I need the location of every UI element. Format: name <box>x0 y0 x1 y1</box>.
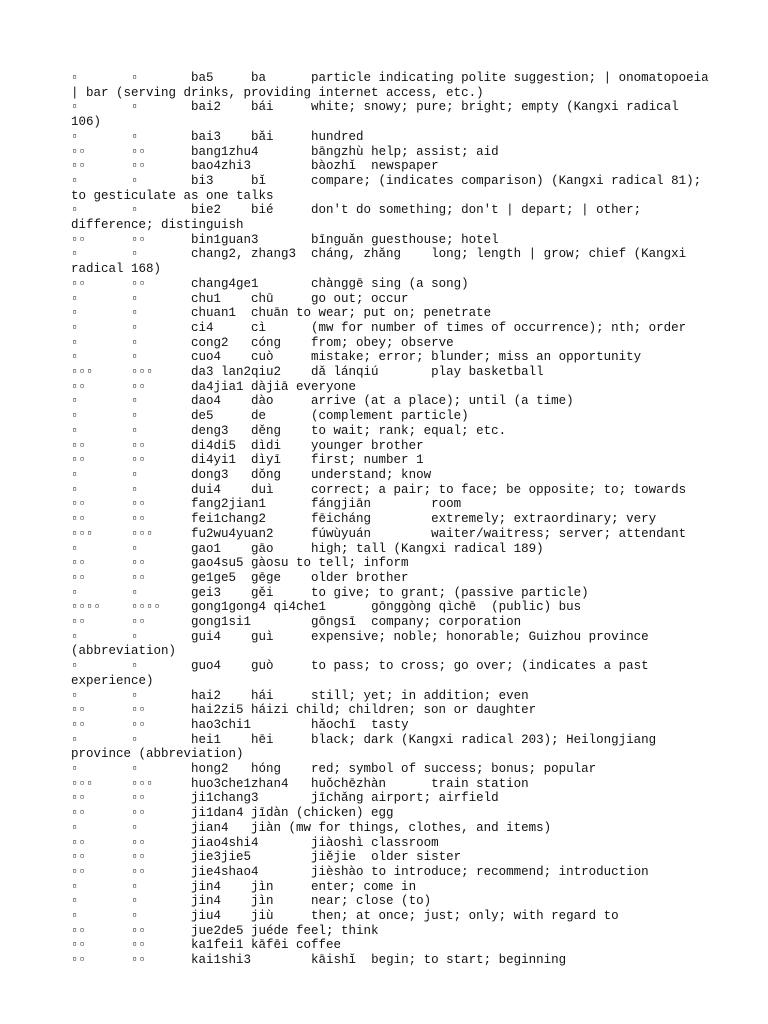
vocab-entry-line: ▫ ▫ bai2 bái white; snowy; pure; bright; empty (Kangxi radical 106) <box>71 100 687 130</box>
vocab-entry-line: ▫▫ ▫▫ bao4zhi3 bàozhǐ newspaper <box>71 159 439 174</box>
vocab-entry-line: ▫ ▫ deng3 děng to wait; rank; equal; etc. <box>71 423 507 438</box>
vocab-entry-line: ▫▫ ▫▫ kai1shi3 kāishǐ begin; to start; beginning <box>71 953 567 968</box>
vocabulary-document <box>71 71 717 968</box>
vocab-entry-line: ▫▫ ▫▫ hai2zi5 háizi child; children; son or daughter <box>71 703 537 718</box>
vocab-entry-line: ▫ ▫ bie2 bié don't do something; don't | depart; | other; difference; distinguish <box>71 203 649 233</box>
vocab-entry-line: ▫▫ ▫▫ jiao4shi4 jiàoshì classroom <box>71 835 439 850</box>
vocab-entry-line: ▫▫ ▫▫ chang4ge1 chànggē sing (a song) <box>71 276 469 291</box>
vocab-entry-line: ▫ ▫ chu1 chū go out; occur <box>71 291 409 306</box>
vocab-entry-line: ▫▫ ▫▫ gao4su5 gàosu to tell; inform <box>71 556 409 571</box>
vocab-entry-line: ▫ ▫ chang2, zhang3 cháng, zhǎng long; length | grow; chief (Kangxi radical 168) <box>71 247 694 277</box>
vocab-entry-line: ▫▫ ▫▫ jie4shao4 jièshào to introduce; recommend; introduction <box>71 864 649 879</box>
vocab-entry-line: ▫▫ ▫▫ di4di5 dìdi younger brother <box>71 438 424 453</box>
vocab-entry-line: ▫▫ ▫▫ jue2de5 juéde feel; think <box>71 923 379 938</box>
vocab-entry-line: ▫ ▫ dui4 duì correct; a pair; to face; be opposite; to; towards <box>71 482 687 497</box>
vocab-entry-line: ▫▫ ▫▫ bang1zhu4 bāngzhù help; assist; aid <box>71 144 499 159</box>
vocab-entry-line: ▫ ▫ jian4 jiàn (mw for things, clothes, and items) <box>71 820 552 835</box>
vocab-entry-line: ▫ ▫ hai2 hái still; yet; in addition; even <box>71 688 529 703</box>
vocab-entry-line: ▫ ▫ cong2 cóng from; obey; observe <box>71 335 454 350</box>
vocab-entry-line: ▫ ▫ ba5 ba particle indicating polite suggestion; | onomatopoeia | bar (serving drinks, providing internet access, etc.) <box>71 71 717 100</box>
vocab-entry-line: ▫ ▫ guo4 guò to pass; to cross; go over; (indicates a past experience) <box>71 659 657 688</box>
vocab-entry-line: ▫ ▫ dong3 dǒng understand; know <box>71 467 432 482</box>
vocab-entry-line: ▫▫▫ ▫▫▫ da3 lan2qiu2 dǎ lánqiú play basketball <box>71 365 544 380</box>
vocab-entry-line: ▫▫ ▫▫ da4jia1 dàjiā everyone <box>71 379 357 394</box>
vocab-entry-line: ▫▫ ▫▫ ge1ge5 gēge older brother <box>71 570 409 585</box>
vocab-entry-line: ▫ ▫ chuan1 chuān to wear; put on; penetrate <box>71 306 492 321</box>
vocab-entry-line: ▫▫ ▫▫ jie3jie5 jiějie older sister <box>71 850 462 865</box>
vocab-entry-line: ▫▫ ▫▫ bin1guan3 bīnguǎn guesthouse; hotel <box>71 232 499 247</box>
vocab-entry-line: ▫ ▫ hei1 hēi black; dark (Kangxi radical 203); Heilongjiang province (abbreviation) <box>71 732 664 762</box>
vocab-entry-line: ▫ ▫ dao4 dào arrive (at a place); until (a time) <box>71 394 574 409</box>
vocab-entry-line: ▫ ▫ gao1 gāo high; tall (Kangxi radical 189) <box>71 541 544 556</box>
vocab-entry-line: ▫ ▫ bai3 bǎi hundred <box>71 129 364 144</box>
vocab-entry-line: ▫ ▫ ci4 cì (mw for number of times of occurrence); nth; order <box>71 320 687 335</box>
vocab-entry-line: ▫ ▫ jiu4 jiù then; at once; just; only; with regard to <box>71 909 619 924</box>
vocab-entry-line: ▫ ▫ cuo4 cuò mistake; error; blunder; miss an opportunity <box>71 350 642 365</box>
vocab-entry-line: ▫▫▫▫ ▫▫▫▫ gong1gong4 qi4che1 gōnggòng qìchē (public) bus <box>71 600 582 615</box>
vocab-entry-line: ▫▫ ▫▫ di4yi1 dìyī first; number 1 <box>71 453 424 468</box>
vocab-entry-line: ▫▫ ▫▫ ji1dan4 jīdàn (chicken) egg <box>71 806 394 821</box>
vocab-entry-line: ▫ ▫ jin4 jìn enter; come in <box>71 879 417 894</box>
vocab-entry-line: ▫▫ ▫▫ hao3chi1 hǎochī tasty <box>71 717 409 732</box>
vocab-entry-line: ▫▫▫ ▫▫▫ fu2wu4yuan2 fúwùyuán waiter/waitress; server; attendant <box>71 526 687 541</box>
vocab-entry-line: ▫▫ ▫▫ fei1chang2 fēicháng extremely; extraordinary; very <box>71 512 657 527</box>
vocab-entry-line: ▫▫▫ ▫▫▫ huo3che1zhan4 huǒchēzhàn train station <box>71 776 529 791</box>
vocab-entry-line: ▫ ▫ hong2 hóng red; symbol of success; bonus; popular <box>71 762 597 777</box>
vocab-entry-line: ▫▫ ▫▫ fang2jian1 fángjiān room <box>71 497 462 512</box>
vocab-entry-line: ▫ ▫ gei3 gěi to give; to grant; (passive particle) <box>71 585 589 600</box>
vocab-entry-line: ▫ ▫ gui4 guì expensive; noble; honorable; Guizhou province (abbreviation) <box>71 629 657 659</box>
vocab-entry-line: ▫▫ ▫▫ gong1si1 gōngsī company; corporation <box>71 615 522 630</box>
vocab-entry-line: ▫ ▫ bi3 bǐ compare; (indicates comparison) (Kangxi radical 81); to gesticulate as one talks <box>71 173 709 203</box>
vocab-entry-line: ▫ ▫ jin4 jìn near; close (to) <box>71 894 432 909</box>
vocab-entry-line: ▫ ▫ de5 de (complement particle) <box>71 409 469 424</box>
vocab-entry-line: ▫▫ ▫▫ ka1fei1 kāfēi coffee <box>71 938 342 953</box>
vocab-entry-line: ▫▫ ▫▫ ji1chang3 jīchǎng airport; airfield <box>71 791 499 806</box>
